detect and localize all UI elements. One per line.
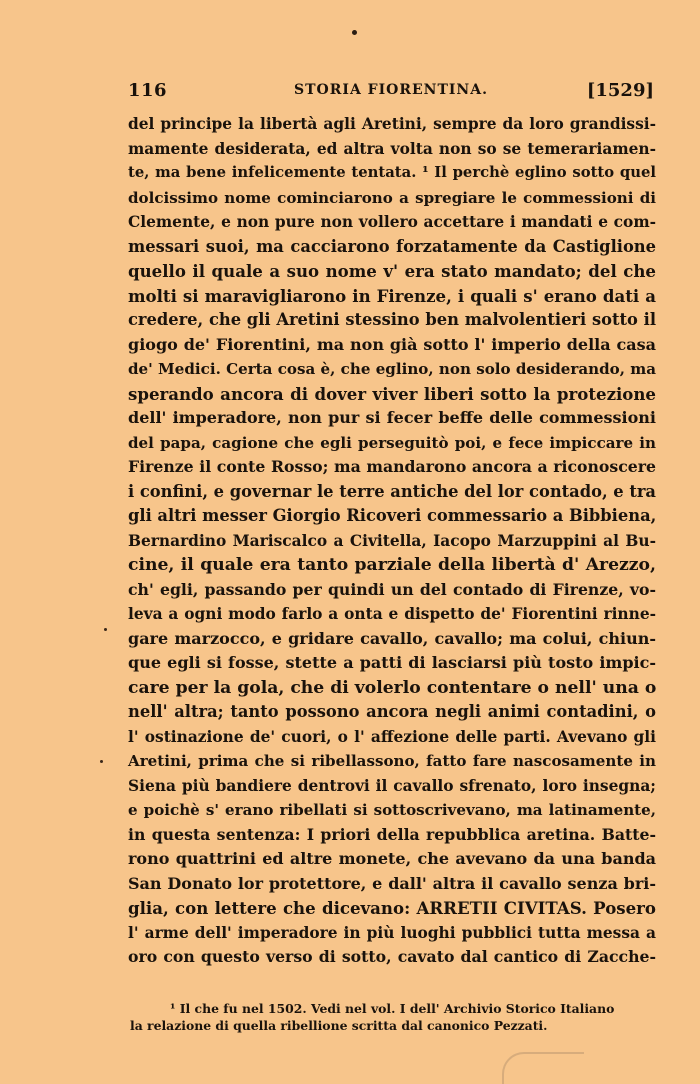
- ink-speck: [352, 30, 357, 35]
- text-line: nell' altra; tanto possono ancora negli animi contadini, o: [128, 702, 656, 721]
- text-line: l' ostinazione de' cuori, o l' affezione delle parti. Avevano gli: [128, 727, 656, 746]
- text-line: l' arme dell' imperadore in più luoghi pubblici tutta messa a: [128, 923, 656, 942]
- text-line: del principe la libertà agli Aretini, sempre da loro grandissi-: [128, 115, 656, 133]
- margin-mark: [104, 628, 107, 631]
- footnote: [130, 1000, 656, 1034]
- running-head: [128, 80, 654, 104]
- text-line: giogo de' Fiorentini, ma non già sotto l' imperio della casa: [128, 334, 656, 354]
- text-line: leva a ogni modo farlo a onta e dispetto de' Fiorentini rinne-: [128, 605, 656, 623]
- page-number: 116: [128, 80, 168, 101]
- text-line: credere, che gli Aretini stessino ben malvolentieri sotto il: [128, 310, 656, 329]
- text-line: oro con questo verso di sotto, cavato dal cantico di Zacche-: [128, 947, 656, 966]
- margin-mark: [100, 760, 103, 763]
- text-line: ch' egli, passando per quindi un del contado di Firenze, vo-: [128, 579, 656, 599]
- text-line: gare marzocco, e gridare cavallo, cavallo; ma colui, chiun-: [128, 628, 656, 648]
- running-year: [1529]: [586, 80, 654, 101]
- text-line: molti si maravigliarono in Firenze, i quali s' erano dati a: [128, 285, 656, 306]
- text-line: cine, il quale era tanto parziale della libertà d' Arezzo,: [128, 555, 656, 575]
- footnote-line: la relazione di quella ribellione scritta dal canonico Pezzati.: [130, 1018, 548, 1033]
- text-line: care per la gola, che di volerlo contentare o nell' una o: [128, 677, 657, 698]
- text-line: quello il quale a suo nome v' era stato mandato; del che: [128, 261, 656, 281]
- running-title: STORIA FIORENTINA.: [294, 82, 488, 98]
- text-line: San Donato lor protettore, e dall' altra il cavallo senza bri-: [128, 873, 656, 893]
- text-line: Clemente, e non pure non vollero accettare i mandati e com-: [128, 213, 656, 231]
- text-line: te, ma bene infelicemente tentata. ¹ Il perchè eglino sotto quel: [128, 164, 656, 181]
- text-line: dolcissimo nome cominciarono a spregiare le commessioni di: [128, 188, 656, 207]
- text-line: de' Medici. Certa cosa è, che eglino, non solo desiderando, ma: [128, 360, 656, 378]
- watermark-logo: [502, 1052, 584, 1084]
- text-line: e poichè s' erano ribellati si sottoscrivevano, ma latinamente,: [128, 801, 656, 819]
- text-line: messari suoi, ma cacciarono forzatamente da Castiglione: [128, 236, 656, 256]
- footnote-line: ¹ Il che fu nel 1502. Vedi nel vol. I dell' Archivio Storico Italiano: [170, 1001, 615, 1016]
- text-line: Siena più bandiere dentrovi il cavallo sfrenato, loro insegna;: [128, 776, 656, 795]
- body-text: [128, 112, 656, 970]
- text-line: dell' imperadore, non pur si fecer beffe delle commessioni: [128, 408, 656, 427]
- text-line: que egli si fosse, stette a patti di lasciarsi più tosto impic-: [128, 653, 656, 672]
- text-line: sperando ancora di dover viver liberi sotto la protezione: [128, 383, 656, 404]
- text-line: del papa, cagione che egli perseguitò poi, e fece impiccare in: [128, 433, 656, 452]
- text-line: Firenze il conte Rosso; ma mandarono ancora a riconoscere: [128, 457, 656, 476]
- text-line: Aretini, prima che si ribellassono, fatto fare nascosamente in: [128, 752, 656, 770]
- text-line: glia, con lettere che dicevano: ARRETII CIVITAS. Posero: [128, 898, 656, 918]
- text-line: mamente desiderata, ed altra volta non so se temerariamen-: [128, 139, 656, 158]
- text-line: gli altri messer Giorgio Ricoveri commessario a Bibbiena,: [128, 506, 657, 525]
- text-line: i confini, e governar le terre antiche del lor contado, e tra: [128, 481, 656, 501]
- text-line: in questa sentenza: I priori della repubblica aretina. Batte-: [128, 824, 656, 844]
- text-line: rono quattrini ed altre monete, che avevano da una banda: [128, 849, 656, 868]
- text-line: Bernardino Mariscalco a Civitella, Iacopo Marzuppini al Bu-: [128, 531, 656, 550]
